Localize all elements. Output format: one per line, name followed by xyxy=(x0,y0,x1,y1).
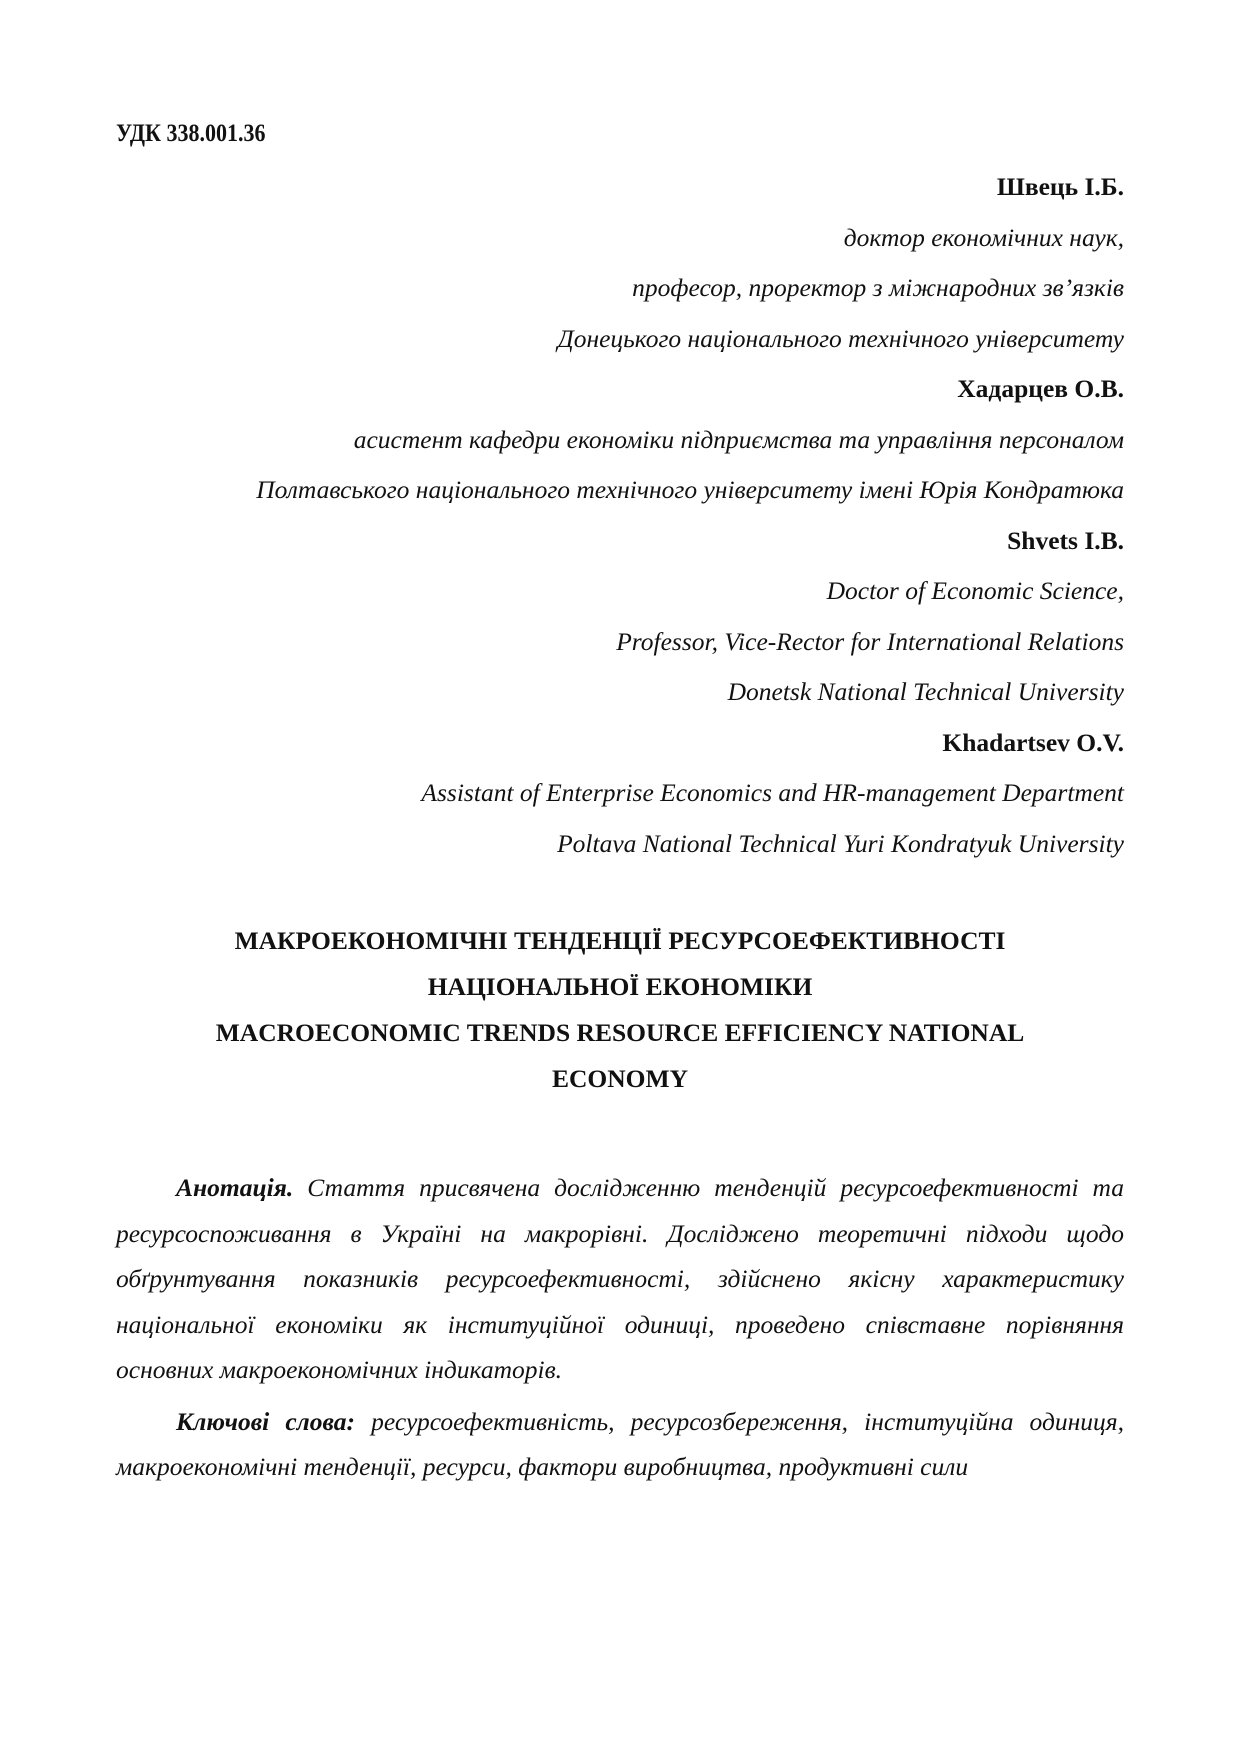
author-name: Хадарцев О.В. xyxy=(957,374,1124,403)
author-name: Shvets I.B. xyxy=(1007,525,1124,555)
abstract-section xyxy=(116,1165,1124,1496)
title-ua-line: МАКРОЕКОНОМІЧНІ ТЕНДЕНЦІЇ РЕСУРСОЕФЕКТИВНОСТІ xyxy=(234,926,1006,955)
author-position: Professor, Vice-Rector for International Relations xyxy=(616,626,1124,656)
author-name: Швець І.Б. xyxy=(996,172,1124,201)
abstract-label: Анотація. xyxy=(176,1173,294,1202)
author-degree: доктор економічних наук, xyxy=(843,222,1124,252)
abstract-text: Стаття присвячена дослідженню тенденцій ресурсоефективності та ресурсоспоживання в Україні на макрорівні. Досліджено теоретичні підходи щодо обґрунтування показників ресурсоефективності, здійснено якісну характеристику національної економіки як інституційної одиниці, проведено співставне порівняння основних макроекономічних індикаторів. xyxy=(116,1173,1124,1384)
author-institution: Donetsk National Technical University xyxy=(727,677,1124,706)
author-position: асистент кафедри економіки підприємства та управління персоналом xyxy=(353,424,1124,454)
keywords-paragraph xyxy=(116,1399,1124,1490)
author-institution: Донецького національного технічного університету xyxy=(557,323,1124,353)
abstract-paragraph xyxy=(116,1165,1124,1393)
author-name: Khadartsev O.V. xyxy=(942,727,1124,757)
author-position: професор, проректор з міжнародних зв’язків xyxy=(632,273,1124,302)
title-ua-line: НАЦІОНАЛЬНОЇ ЕКОНОМІКИ xyxy=(427,972,813,1001)
title-en-line: MACROECONOMIC TRENDS RESOURCE EFFICIENCY NATIONAL xyxy=(215,1018,1025,1047)
keywords-text: ресурсоефективність, ресурсозбереження, інституційна одиниця, макроекономічні тенденції, ресурси, фактори виробництва, продуктивні сили xyxy=(116,1406,1124,1481)
article-title xyxy=(116,918,1124,1102)
author-degree: Doctor of Economic Science, xyxy=(826,576,1124,605)
author-affiliations xyxy=(116,162,1124,869)
author-institution: Полтавського національного технічного університету імені Юрія Кондратюка xyxy=(256,475,1124,504)
udc-code: УДК 338.001.36 xyxy=(116,120,266,147)
author-institution: Poltava National Technical Yuri Kondratyuk University xyxy=(557,828,1124,858)
keywords-label: Ключові слова: xyxy=(176,1406,355,1436)
title-en-line: ECONOMY xyxy=(552,1064,688,1093)
author-position: Assistant of Enterprise Economics and HR-management Department xyxy=(421,778,1124,807)
